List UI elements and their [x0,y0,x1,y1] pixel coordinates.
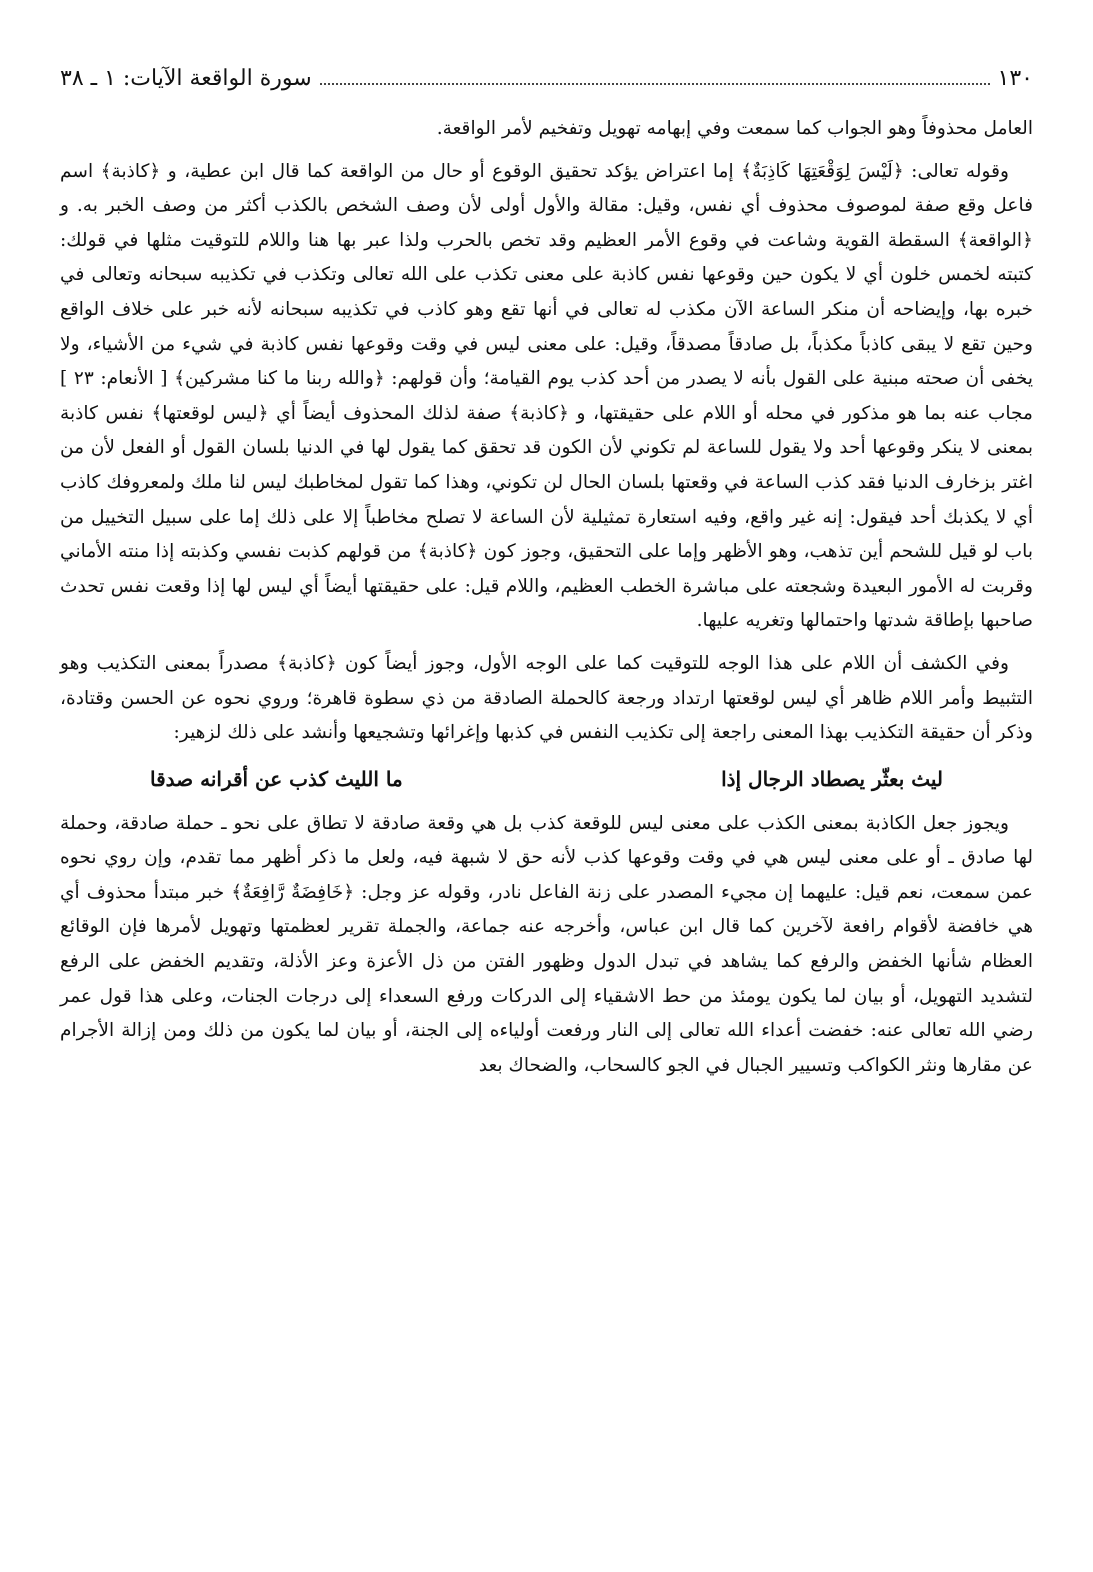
page-number: ١٣٠ [997,66,1033,91]
paragraph-1: العامل محذوفاً وهو الجواب كما سمعت وفي إبهامه تهويل وتفخيم لأمر الواقعة. [436,118,1033,139]
paragraph-3: وفي الكشف أن اللام على هذا الوجه للتوقيت كما على الوجه الأول، وجوز أيضاً كون ﴿كاذبة﴾ مصدراً بمعنى التكذيب وهو التثبيط وأمر اللام ظاهر أي ليس لوقعتها ارتداد ورجعة كالحملة الصادقة من ذي سطوة قاهرة؛ وروي نحوه عن الحسن وقتادة، وذكر أن حقيقة التكذيب بهذا المعنى راجعة إلى تكذيب النفس في كذبها وإغرائها وتشجيعها وأنشد على ذلك لزهير: [60,652,1033,744]
poetry-verse [150,759,943,799]
header-dot-leader [320,82,990,85]
paragraph-4: ويجوز جعل الكاذبة بمعنى الكذب على معنى ليس للوقعة كذب بل هي وقعة صادقة لا تطاق على نحو ـ حملة صادقة، وحملة لها صادق ـ أو على معنى ليس هي في وقت وقوعها كذب لأنه حق لا شبهة فيه، ولعل ما ذكر أظهر مما تقدم، وإن روي نحوه عمن سمعت، نعم قيل: عليهما إن مجيء المصدر على زنة الفاعل نادر، وقوله عز وجل: ﴿خَافِضَةٌ رَّافِعَةٌ﴾ خبر مبتدأ محذوف أي هي خافضة لأقوام رافعة لآخرين كما قال ابن عباس، وأخرجه عنه جماعة، والجملة تقرير لعظمتها وتهويل لأمرها فإن الوقائع العظام شأنها الخفض والرفع كما يشاهد في تبدل الدول وظهور الفتن من ذل الأعزة وعز الأذلة، وتقديم الخفض على الرفع لتشديد التهويل، أو بيان لما يكون يومئذ من حط الاشقياء إلى الدركات ورفع السعداء إلى درجات الجنات، وعلى هذا قول عمر رضي الله تعالى عنه: خفضت أعداء الله تعالى إلى النار ورفعت أولياءه إلى الجنة، أو بيان لما يكون من ذلك ومن إزالة الأجرام عن مقارها ونثر الكواكب وتسيير الجبال في الجو كالسحاب، والضحاك بعد [60,812,1033,1076]
body-text [60,112,1033,1083]
page [60,62,1033,1091]
running-title: سورة الواقعة الآيات: ١ ـ ٣٨ [60,66,312,91]
verse-first-hemistich: ليث بعثّر يصطاد الرجال إذا [721,766,943,791]
running-header [60,62,1033,96]
verse-second-hemistich: ما الليث كذب عن أقرانه صدقا [150,766,403,791]
paragraph-2: وقوله تعالى: ﴿لَيْسَ لِوَقْعَتِهَا كَاذِبَةٌ﴾ إما اعتراض يؤكد تحقيق الوقوع أو حال من الواقعة كما قال ابن عطية، و ﴿كاذبة﴾ اسم فاعل وقع صفة لموصوف محذوف أي نفس، وقيل: مقالة والأول أولى لأن وصف الشخص بالكذب أكثر من وصف الخبر به. و ﴿الواقعة﴾ السقطة القوية وشاعت في وقوع الأمر العظيم وقد تخص بالحرب ولذا عبر بها هنا واللام للتوقيت مثلها في قولك: كتبته لخمس خلون أي لا يكون حين وقوعها نفس كاذبة على معنى تكذب على الله تعالى وتكذب في تكذيبه سبحانه وتعالى في خبره بها، وإيضاحه أن منكر الساعة الآن مكذب له تعالى في أنها تقع وهو كاذب في تكذيبه سبحانه لأنه خبر على خلاف الواقع وحين تقع لا يبقى كاذباً مكذباً، بل صادقاً مصدقاً، وقيل: على معنى ليس في وقت وقوعها نفس كاذبة في شيء من الأشياء، ولا يخفى أن صحته مبنية على القول بأنه لا يصدر من أحد كذب يوم القيامة؛ وأن قولهم: ﴿والله ربنا ما كنا مشركين﴾ [ الأنعام: ٢٣ ] مجاب عنه بما هو مذكور في محله أو اللام على حقيقتها، و ﴿كاذبة﴾ صفة لذلك المحذوف أيضاً أي ﴿ليس لوقعتها﴾ نفس كاذبة بمعنى لا ينكر وقوعها أحد ولا يقول للساعة لم تكوني لأن الكون قد تحقق كما يقول لها في الدنيا بلسان القول أو الفعل لأن من اغتر بزخارف الدنيا فقد كذب الساعة في وقعتها بلسان الحال لن تكوني، وهذا كما تقول لمخاطبك ليس لنا ملك ولمعروفك كاذب أي لا يكذبك أحد فيقول: إنه غير واقع، وفيه استعارة تمثيلية لأن الساعة لا تصلح مخاطباً إلا على ذلك إما على سبيل التخييل من باب لو قيل للشحم أين تذهب، وهو الأظهر وإما على التحقيق، وجوز كون ﴿كاذبة﴾ من قولهم كذبت نفسي وكذبته إذا منته الأماني وقربت له الأمور البعيدة وشجعته على مباشرة الخطب العظيم، واللام قيل: على حقيقتها أيضاً أي ليس لها إذا وقعت نفس تحدث صاحبها بإطاقة شدتها واحتمالها وتغريه عليها. [60,160,1034,632]
